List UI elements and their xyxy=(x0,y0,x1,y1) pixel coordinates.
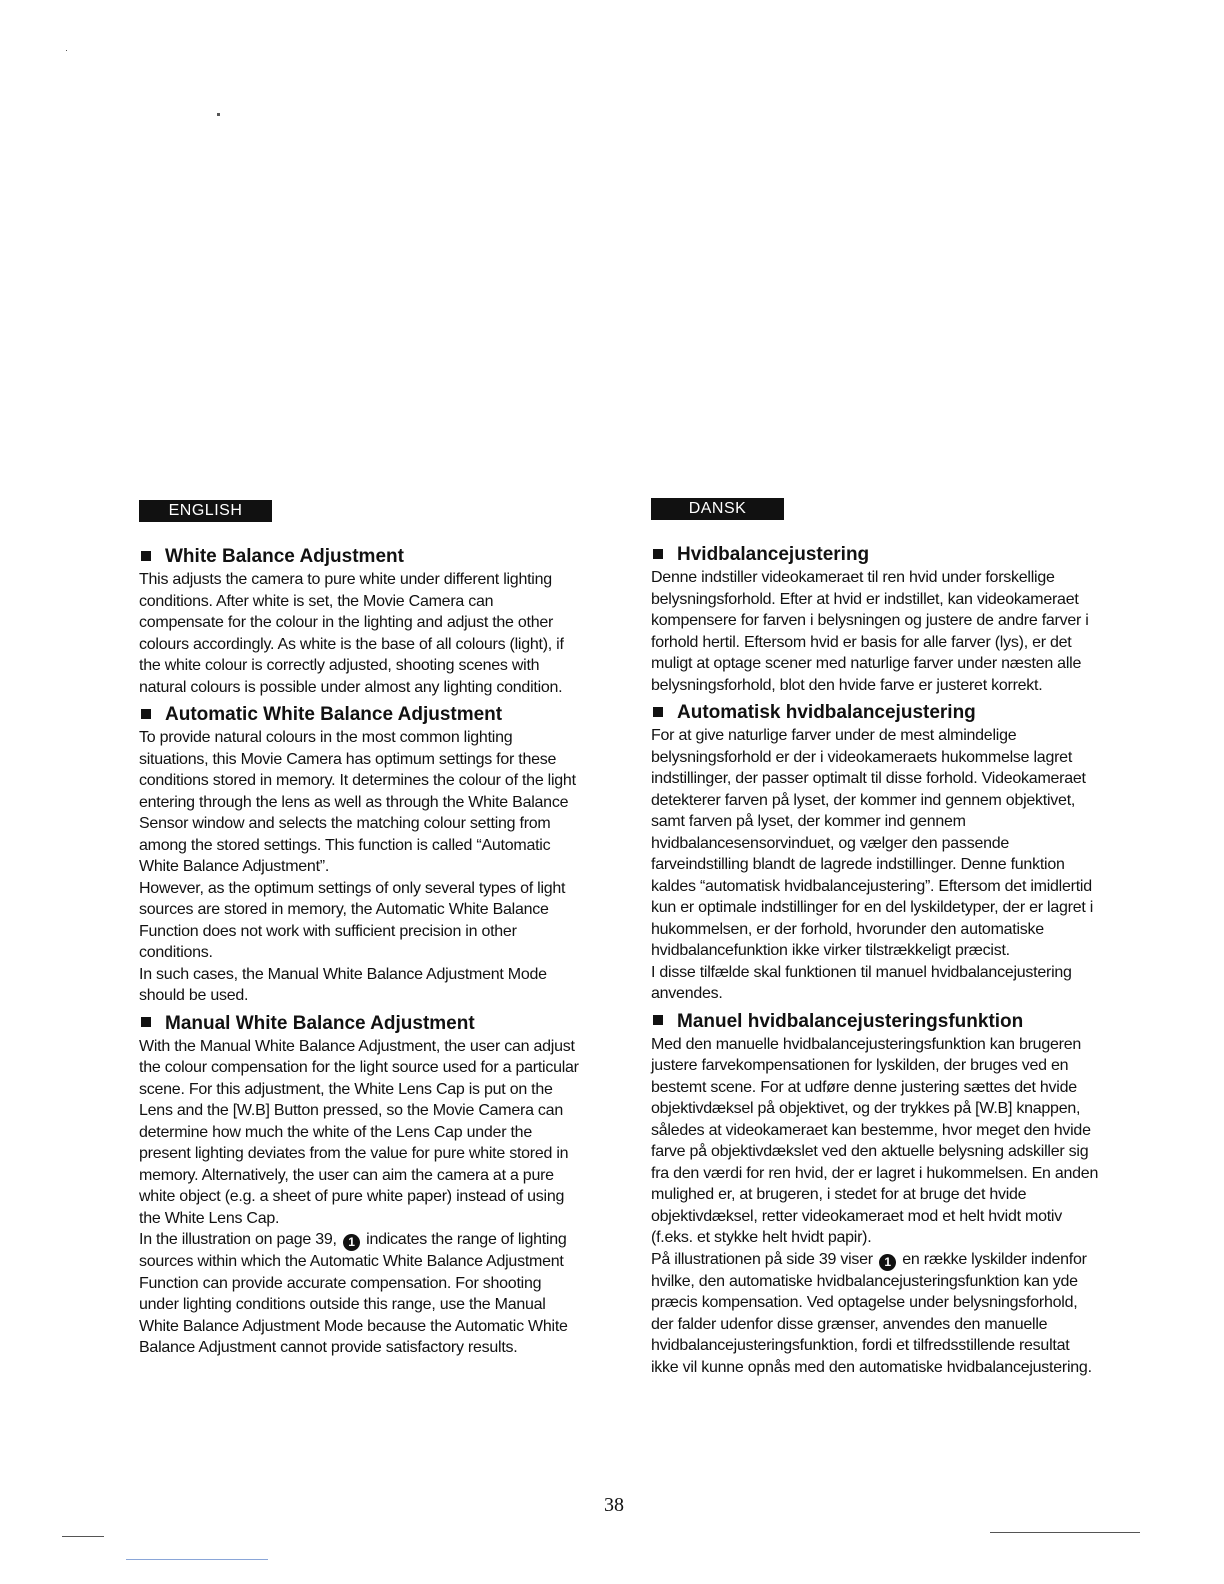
section-heading xyxy=(651,1011,1101,1033)
english-column xyxy=(139,500,579,1359)
page-number: 38 xyxy=(604,1494,624,1516)
circle-number-1-icon: 1 xyxy=(343,1234,360,1251)
section-heading xyxy=(651,544,1101,566)
scan-artifact-line xyxy=(990,1532,1140,1533)
paragraph: With the Manual White Balance Adjustment, the user can adjust the colour compensation for the light source used for a particular scene. For this adjustment, the White Lens Cap is put on the Lens and the [W.B] Button pressed, so the Movie Camera can determine how much the white of the Lens Cap under the present lighting deviates from the value for pure white stored in memory. Alternatively, the user can aim the camera at a pure white object (e.g. a sheet of pure white paper) instead of using the White Lens Cap. xyxy=(139,1037,579,1227)
square-bullet-icon xyxy=(653,707,663,717)
scan-speck xyxy=(66,50,67,51)
dansk-column xyxy=(651,498,1101,1378)
paragraph xyxy=(651,1249,1101,1379)
scan-artifact-line xyxy=(62,1536,104,1537)
heading-text: Hvidbalancejustering xyxy=(677,544,870,565)
paragraph: In such cases, the Manual White Balance Adjustment Mode should be used. xyxy=(139,965,547,1004)
paragraph: Denne indstiller videokameraet til ren hvid under forskellige belysningsforhold. Efter at hvid er indstillet, kan videokameraet kompensere for farven i belysningen og justere de andre farver i forhold hertil. Eftersom hvid er basis for alle farver (lys), er det muligt at optage scener med naturlige farver under næsten alle belysningsforhold, blot den hvide farve er justeret korrekt. xyxy=(651,569,1089,694)
heading-text: White Balance Adjustment xyxy=(165,546,404,567)
scan-artifact-blue-line xyxy=(126,1559,268,1560)
text-run: På illustrationen på side 39 viser xyxy=(651,1250,873,1268)
heading-text: Manuel hvidbalancejusteringsfunktion xyxy=(677,1010,1024,1032)
paragraph: For at give naturlige farver under de mest almindelige belysningsforhold er der i videokameraets hukommelse lagret indstillinger, der passer optimalt til disse forhold. Videokameraet detekterer farven på lyset, der kommer ind gennem objektivet, samt farven på lyset, der kommer ind gennem hvidbalancesensorvinduet, og vælger den passende farveindstilling blandt de lagrede indstillinger. Denne funktion kaldes “automatisk hvidbalancejustering”. Eftersom det imidlertid kun er optimale indstillinger for en del lyskildetyper, der er lagret i hukommelsen, er der forhold, hvorunder den automatiske hvidbalancefunktion ikke virker tilstrækkeligt præcist. xyxy=(651,727,1094,959)
language-tab-english: ENGLISH xyxy=(139,500,272,522)
section-heading xyxy=(139,704,579,726)
paragraph: This adjusts the camera to pure white under different lighting conditions. After white is set, the Movie Camera can compensate for the colour in the lighting and adjust the other colours accordingly. As white is the base of all colours (light), if the white colour is correctly adjusted, shooting scenes with natural colours is possible under almost any lighting condition. xyxy=(139,571,564,696)
square-bullet-icon xyxy=(141,551,151,561)
square-bullet-icon xyxy=(653,1015,663,1025)
heading-text: Manual White Balance Adjustment xyxy=(165,1012,475,1034)
section-heading xyxy=(651,702,1101,724)
scan-speck xyxy=(217,113,220,116)
paragraph xyxy=(139,1229,579,1359)
paragraph: Med den manuelle hvidbalancejusteringsfunktion kan brugeren justere farvekompensationen for lyskilden, der bruges ved en bestemt scene. For at udføre denne justering sættes det hvide objektivdæksel på objektivet, og der trykkes på [W.B] knappen, således at videokameraet kan bestemme, hvor meget den hvide farve på objektivdækslet ved den aktuelle belysning adskiller sig fra den værdi for ren hvid, der er lagret i hukommelsen. En anden mulighed er, at brugeren, i stedet for at bruge det hvide objektivdæksel, retter videokameraet mod et helt hvidt motiv (f.eks. et stykke helt hvidt papir). xyxy=(651,1035,1099,1246)
paragraph: I disse tilfælde skal funktionen til manuel hvidbalancejustering anvendes. xyxy=(651,963,1072,1002)
square-bullet-icon xyxy=(141,1017,151,1027)
square-bullet-icon xyxy=(653,549,663,559)
text-run: indicates the range of lighting sources within which the Automatic White Balance Adjustment Function can provide accurate compensation. For shooting under lighting conditions outside this range, use the Manual White Balance Adjustment Mode because the Automatic White Balance Adjustment cannot provide satisfactory results. xyxy=(139,1231,568,1356)
square-bullet-icon xyxy=(141,709,151,719)
heading-text: Automatisk hvidbalancejustering xyxy=(677,702,976,723)
circle-number-1-icon: 1 xyxy=(879,1254,896,1271)
text-run: en række lyskilder indenfor hvilke, den automatiske hvidbalancejusteringsfunktion kan yde præcis kompensation. Ved optagelse under belysningsforhold, der falder udenfor disse grænser, anvendes den manuelle hvidbalancejusteringsfunktion, fordi et tilfredsstillende resultat ikke vil kunne opnås med den automatiske hvidbalancejustering. xyxy=(651,1250,1092,1376)
heading-text: Automatic White Balance Adjustment xyxy=(165,704,503,725)
section-heading xyxy=(139,546,579,568)
paragraph: However, as the optimum settings of only several types of light sources are stored in memory, the Automatic White Balance Function does not work with sufficient precision in other conditions. xyxy=(139,879,566,961)
text-run: In the illustration on page 39, xyxy=(139,1231,337,1248)
paragraph: To provide natural colours in the most common lighting situations, this Movie Camera has optimum settings for these conditions stored in memory. It determines the colour of the light entering through the lens as well as through the White Balance Sensor window and selects the matching colour setting from among the stored settings. This function is called “Automatic White Balance Adjustment”. xyxy=(139,729,576,875)
language-tab-dansk: DANSK xyxy=(651,498,784,520)
section-heading xyxy=(139,1013,579,1035)
